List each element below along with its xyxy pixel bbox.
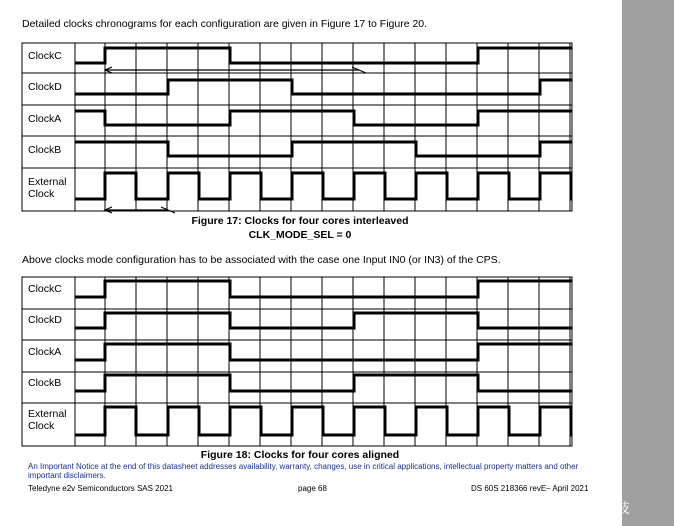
fig18-label-clockd: ClockD [28, 314, 62, 326]
fig18-clocka-wave [75, 344, 572, 360]
fig18-external-clock-wave [75, 407, 572, 435]
fig18-clockc-wave [75, 281, 572, 297]
fig17-clockc-wave [75, 48, 572, 63]
fig18-label-external-clock: External Clock [28, 408, 67, 432]
fig18-label-clockb: ClockB [28, 377, 62, 389]
fig17-label-clockc: ClockC [28, 50, 62, 62]
fig17-clocka-wave [75, 111, 572, 125]
csdn-watermark: CSDN @知芯电子科技 [488, 500, 630, 516]
fig18-label-clockc: ClockC [28, 283, 62, 295]
figure-17-caption: Figure 17: Clocks for four cores interleaved [191, 215, 409, 227]
footer-company: Teledyne e2v Semiconductors SAS 2021 [28, 484, 173, 493]
fig17-label-external-clock: External Clock [28, 176, 67, 200]
between-paragraph: Above clocks mode configuration has to be associated with the case one Input IN0 (or IN3) of the CPS. [22, 254, 501, 266]
fig17-label-clockd: ClockD [28, 81, 62, 93]
footer-doc-reference: DS 60S 218366 revE– April 2021 [471, 484, 589, 493]
fig17-label-clockb: ClockB [28, 144, 62, 156]
intro-paragraph: Detailed clocks chronograms for each configuration are given in Figure 17 to Figure 20. [22, 18, 428, 30]
fig18-label-clocka: ClockA [28, 346, 62, 358]
fig17-clockb-wave [75, 142, 572, 156]
fig18-clockd-wave [75, 313, 572, 328]
figure-17-subcaption: CLK_MODE_SEL = 0 [248, 229, 352, 241]
figure-18-caption: Figure 18: Clocks for four cores aligned [200, 449, 400, 461]
footer-page-number: page 68 [298, 484, 327, 493]
important-notice: An Important Notice at the end of this datasheet addresses availability, warranty, changes, use in critical applications, intellectual property matters and other important disclaimers. [28, 462, 579, 480]
fig18-clockb-wave [75, 375, 572, 391]
fig17-clockd-wave [75, 80, 572, 94]
fig17-external-clock-wave [75, 173, 572, 199]
fig17-label-clocka: ClockA [28, 113, 62, 125]
